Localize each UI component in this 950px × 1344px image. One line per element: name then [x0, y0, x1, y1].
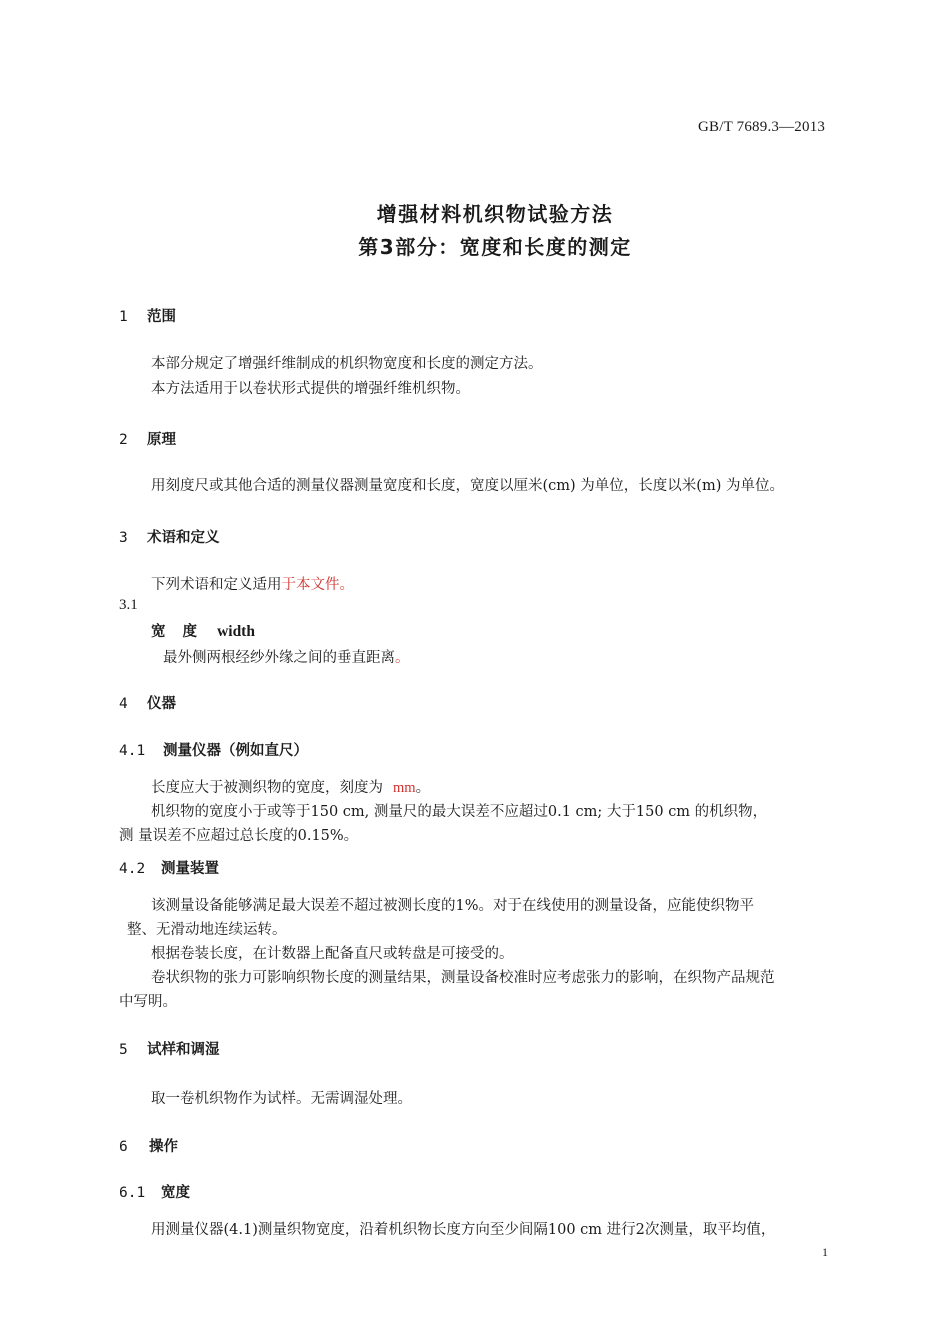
subsection-6-1-heading — [119, 1181, 190, 1202]
section-1-heading — [119, 305, 176, 326]
paragraph: 整、无滑动地连续运转。 — [127, 922, 287, 938]
section-4-heading — [119, 692, 176, 713]
section-number: 6.1 — [119, 1185, 146, 1201]
section-3-heading — [119, 526, 220, 547]
text-run: 最外侧两根经纱外缘之间的垂直距离 — [163, 650, 395, 666]
text-run: 下列术语和定义适用 — [151, 577, 282, 593]
paragraph: 机织物的宽度小于或等于150 cm, 测量尺的最大误差不应超过0.1 cm; 大于150 cm 的机织物， — [151, 804, 768, 820]
paragraph — [151, 573, 354, 594]
document-title-line2: 第3部分：宽度和长度的测定 — [358, 235, 632, 259]
section-number: 4 — [119, 696, 128, 712]
term-heading — [151, 620, 255, 641]
paragraph: 取一卷机织物作为试样。无需调湿处理。 — [151, 1091, 412, 1107]
text-run: 长度应大于被测织物的宽度，刻度为 — [151, 780, 383, 796]
standard-number: GB/T 7689.3—2013 — [698, 119, 826, 135]
section-title: 操作 — [149, 1139, 178, 1155]
section-5-heading — [119, 1038, 220, 1059]
paragraph: 根据卷装长度，在计数器上配备直尺或转盘是可接受的。 — [151, 946, 514, 962]
paragraph — [151, 776, 430, 797]
text-run-highlight: 。 — [395, 650, 410, 666]
section-title: 测量装置 — [161, 861, 219, 877]
section-number: 6 — [119, 1139, 128, 1155]
text-run-highlight: 于本文件。 — [281, 577, 354, 593]
paragraph: 用刻度尺或其他合适的测量仪器测量宽度和长度，宽度以厘米(cm) 为单位，长度以米(m) 为单位。 — [151, 478, 784, 494]
subsection-4-2-heading — [119, 857, 219, 878]
paragraph: 用测量仪器(4.1)测量织物宽度，沿着机织物长度方向至少间隔100 cm 进行2次测量，取平均值， — [151, 1222, 776, 1238]
subsection-4-1-heading — [119, 739, 308, 760]
section-title: 试样和调湿 — [147, 1042, 220, 1058]
section-number: 2 — [119, 432, 128, 448]
paragraph: 本方法适用于以卷状形式提供的增强纤维机织物。 — [151, 381, 470, 397]
unit-highlight: mm — [393, 780, 416, 796]
paragraph: 中写明。 — [119, 994, 177, 1010]
section-title: 仪器 — [147, 696, 176, 712]
text-run: 。 — [415, 780, 431, 796]
section-number: 4.2 — [119, 861, 146, 877]
section-number: 4.1 — [119, 743, 146, 759]
section-number: 1 — [119, 309, 128, 325]
term-definition — [163, 646, 410, 667]
paragraph: 测 量误差不应超过总长度的0.15%。 — [119, 828, 359, 844]
section-number: 5 — [119, 1042, 128, 1058]
page-number: 1 — [822, 1245, 828, 1259]
paragraph: 该测量设备能够满足最大误差不超过被测长度的1%。对于在线使用的测量设备，应能使织物平 — [151, 898, 754, 914]
term-english: width — [217, 623, 255, 640]
section-number: 3 — [119, 530, 128, 546]
section-title: 范围 — [147, 309, 176, 325]
section-6-heading — [119, 1135, 178, 1156]
paragraph: 本部分规定了增强纤维制成的机织物宽度和长度的测定方法。 — [151, 356, 543, 372]
section-title: 术语和定义 — [147, 530, 220, 546]
document-title-line1: 增强材料机织物试验方法 — [376, 202, 614, 226]
section-title: 宽度 — [161, 1185, 190, 1201]
term-chinese: 宽 度 — [151, 624, 204, 640]
paragraph: 卷状织物的张力可影响织物长度的测量结果，测量设备校准时应考虑张力的影响，在织物产品规范 — [151, 970, 775, 986]
term-number: 3.1 — [119, 597, 138, 613]
section-2-heading — [119, 428, 176, 449]
section-title: 测量仪器（例如直尺） — [163, 743, 308, 759]
section-title: 原理 — [147, 432, 176, 448]
